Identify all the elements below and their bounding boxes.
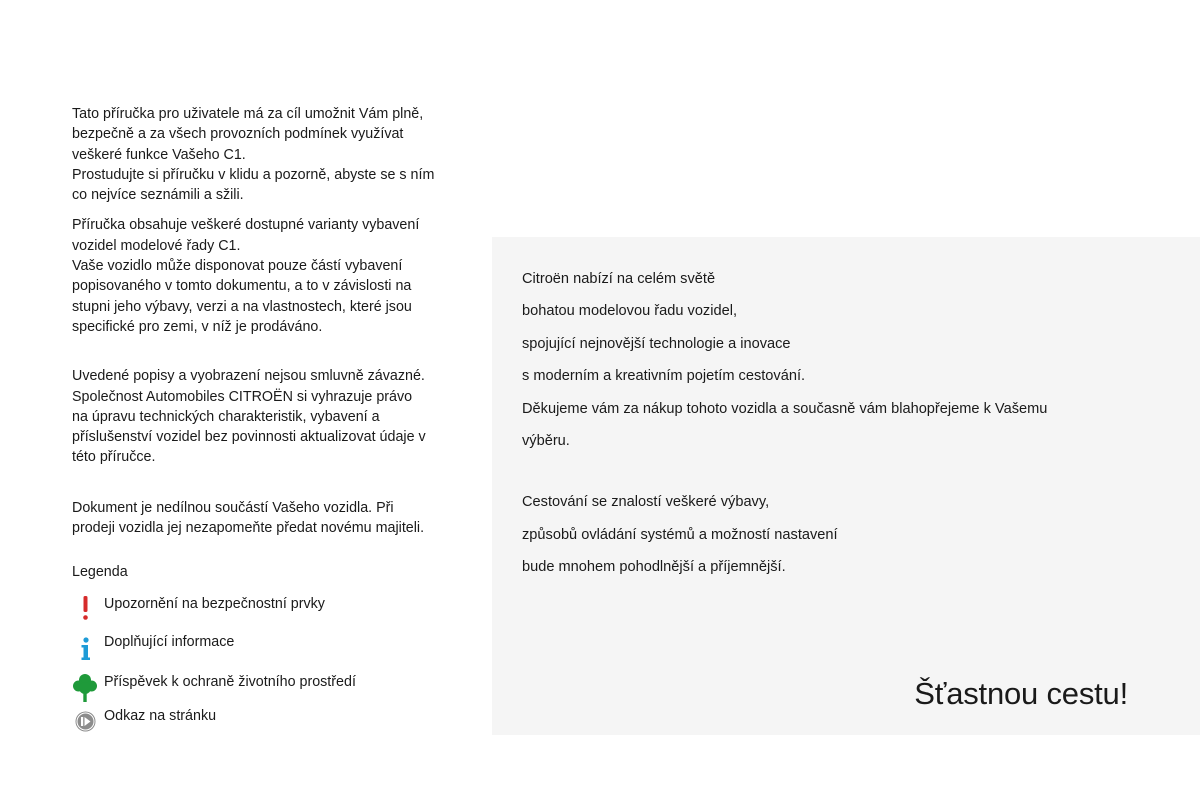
text-line: na úpravu technických charakteristik, vybavení a — [72, 408, 380, 425]
legend-title: Legenda — [72, 564, 128, 581]
intro-paragraph-variants — [72, 215, 472, 337]
legend-label: Doplňující informace — [104, 634, 235, 650]
welcome-line: způsobů ovládání systémů a možností nastavení — [522, 526, 838, 543]
welcome-panel — [492, 237, 1200, 735]
legend-label: Příspěvek k ochraně životního prostředí — [104, 674, 356, 690]
text-line: této příručce. — [72, 449, 156, 466]
welcome-line: spojující nejnovější technologie a inovace — [522, 335, 791, 352]
text-line: vozidel modelové řady C1. — [72, 237, 241, 254]
legend-label: Upozornění na bezpečnostní prvky — [104, 596, 325, 612]
text-line: co nejvíce seznámili a sžili. — [72, 187, 244, 204]
legend-item-safety — [72, 592, 325, 624]
intro-text-column — [72, 104, 472, 583]
info-icon — [72, 633, 104, 665]
legend — [72, 590, 472, 740]
text-line: Příručka obsahuje veškeré dostupné varianty vybavení — [72, 217, 420, 234]
welcome-line: bude mnohem pohodlnější a příjemnější. — [522, 559, 786, 576]
text-line: veškeré funkce Vašeho C1. — [72, 146, 246, 163]
legend-item-page-reference — [72, 707, 216, 739]
text-line: bezpečně a za všech provozních podmínek využívat — [72, 126, 404, 143]
text-line: stupni jeho výbavy, verzi a na vlastnostech, které jsou — [72, 298, 412, 315]
welcome-line: bohatou modelovou řadu vozidel, — [522, 303, 738, 320]
welcome-line: s moderním a kreativním pojetím cestování. — [522, 368, 806, 385]
text-line: Prostudujte si příručku v klidu a pozorně, abyste se s ním — [72, 166, 435, 183]
tree-icon — [72, 672, 104, 704]
welcome-text — [522, 263, 1162, 583]
text-line: prodeji vozidla jej nezapomeňte předat novému majiteli. — [72, 520, 425, 537]
text-line: Společnost Automobiles CITROËN si vyhrazuje právo — [72, 388, 413, 405]
intro-paragraph-ownership — [72, 498, 472, 539]
legend-label: Odkaz na stránku — [104, 708, 217, 724]
intro-paragraph-purpose — [72, 104, 472, 205]
spacer — [522, 457, 1162, 486]
text-line: Tato příručka pro uživatele má za cíl umožnit Vám plně, — [72, 106, 424, 122]
text-line: Vaše vozidlo může disponovat pouze částí vybavení — [72, 258, 403, 275]
welcome-line: Děkujeme vám za nákup tohoto vozidla a současně vám blahopřejeme k Vašemu — [522, 400, 1048, 417]
intro-paragraph-disclaimer — [72, 366, 472, 467]
closing-greeting: Šťastnou cestu! — [914, 676, 1128, 711]
text-line: příslušenství vozidel bez povinnosti aktualizovat údaje v — [72, 429, 426, 446]
legend-item-info — [72, 633, 234, 665]
text-line: specifické pro zemi, v níž je prodáváno. — [72, 318, 323, 335]
legend-item-environment — [72, 672, 356, 704]
text-line: popisovaného v tomto dokumentu, a to v závislosti na — [72, 278, 412, 295]
text-line: Uvedené popisy a vyobrazení nejsou smluvně závazné. — [72, 368, 425, 385]
warning-exclamation-icon — [72, 592, 104, 624]
page-reference-icon — [72, 707, 104, 739]
text-line: Dokument je nedílnou součástí Vašeho vozidla. Při — [72, 499, 394, 516]
welcome-line: Citroën nabízí na celém světě — [522, 271, 716, 287]
welcome-line: výběru. — [522, 433, 570, 450]
welcome-line: Cestování se znalostí veškeré výbavy, — [522, 494, 770, 511]
